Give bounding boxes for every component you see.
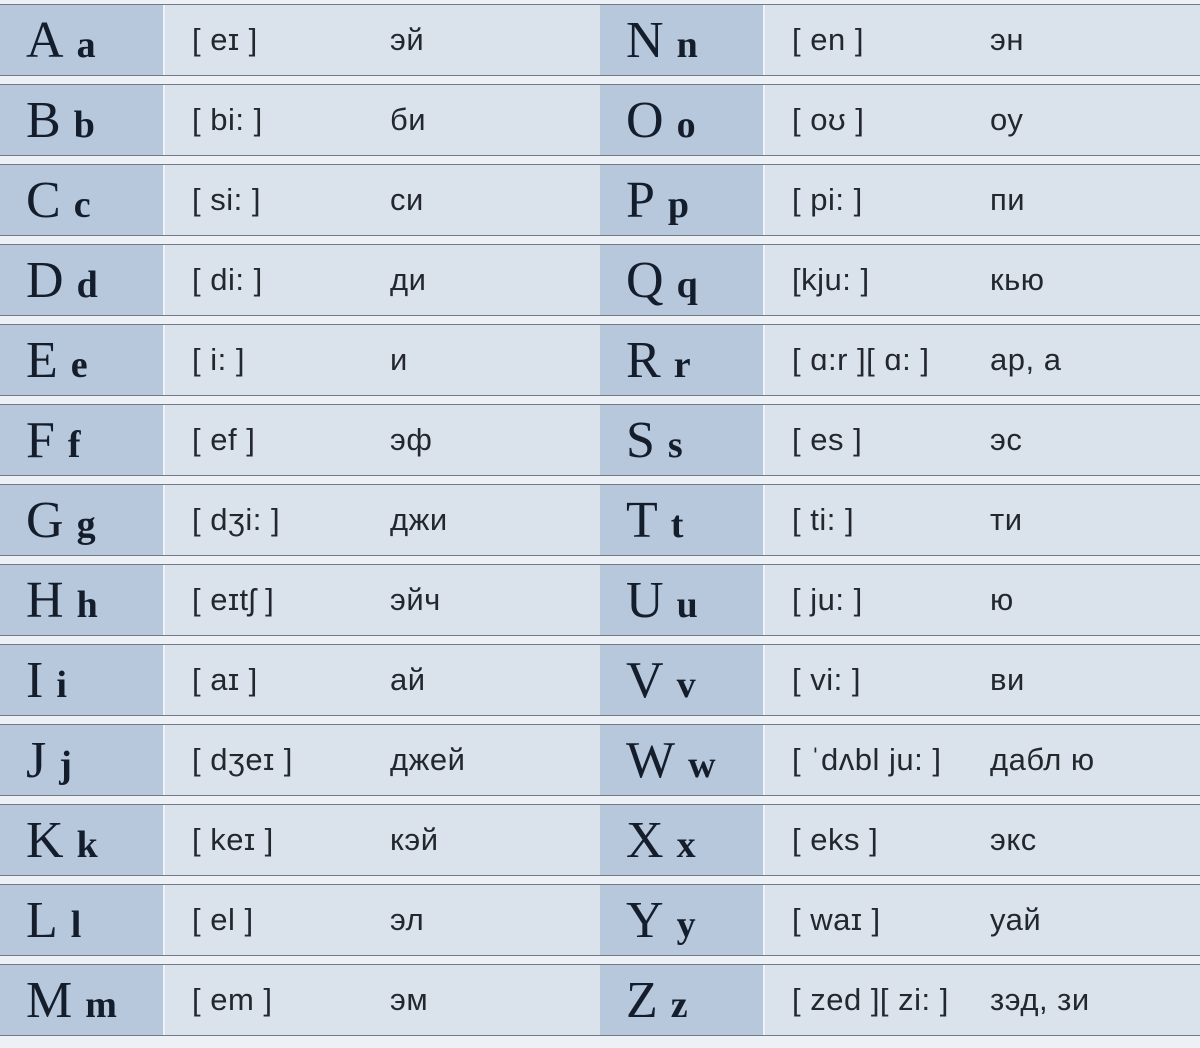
row-cells <box>600 324 1200 396</box>
transcription-text: [ ef ] <box>192 422 256 457</box>
lowercase-letter: t <box>670 504 684 546</box>
alphabet-row-o <box>600 80 1200 160</box>
pronunciation-text: ар, а <box>990 342 1062 377</box>
letter-cell <box>0 245 163 315</box>
lowercase-letter: u <box>676 584 698 626</box>
lowercase-letter: l <box>70 904 82 946</box>
transcription-cell <box>763 725 990 795</box>
row-cells <box>600 644 1200 716</box>
uppercase-letter: Z <box>626 972 658 1029</box>
alphabet-row-d <box>0 240 600 320</box>
pronunciation-cell <box>990 165 1200 235</box>
pronunciation-text: ай <box>390 662 426 697</box>
letter-cell <box>600 885 763 955</box>
pronunciation-cell <box>990 325 1200 395</box>
letter-cell <box>600 805 763 875</box>
pronunciation-text: кью <box>990 262 1045 297</box>
transcription-cell <box>163 245 390 315</box>
row-cells <box>600 4 1200 76</box>
pronunciation-cell <box>390 485 600 555</box>
uppercase-letter: I <box>26 652 44 709</box>
alphabet-row-t <box>600 480 1200 560</box>
pronunciation-text: кэй <box>390 822 439 857</box>
transcription-text: [kju: ] <box>792 262 870 297</box>
uppercase-letter: O <box>626 92 664 149</box>
transcription-cell <box>163 85 390 155</box>
pronunciation-cell <box>390 85 600 155</box>
pronunciation-cell <box>390 165 600 235</box>
pronunciation-cell <box>990 565 1200 635</box>
alphabet-row-r <box>600 320 1200 400</box>
alphabet-row-z <box>600 960 1200 1040</box>
alphabet-row-c <box>0 160 600 240</box>
row-cells <box>0 884 600 956</box>
alphabet-column-right <box>600 0 1200 1040</box>
letter-cell <box>0 485 163 555</box>
transcription-text: [ i: ] <box>192 342 245 377</box>
row-cells <box>0 804 600 876</box>
pronunciation-text: эйч <box>390 582 441 617</box>
transcription-cell <box>163 5 390 75</box>
transcription-text: [ aɪ ] <box>192 662 258 697</box>
transcription-cell <box>763 165 990 235</box>
transcription-cell <box>763 885 990 955</box>
pronunciation-text: джи <box>390 502 448 537</box>
transcription-text: [ bi: ] <box>192 102 263 137</box>
letter-cell <box>0 85 163 155</box>
row-cells <box>0 324 600 396</box>
letter-cell <box>0 645 163 715</box>
lowercase-letter: k <box>76 824 98 866</box>
transcription-cell <box>763 645 990 715</box>
pronunciation-text: пи <box>990 182 1026 217</box>
letter-cell <box>600 5 763 75</box>
uppercase-letter: B <box>26 92 61 149</box>
letter-cell <box>600 965 763 1035</box>
pronunciation-cell <box>390 965 600 1035</box>
transcription-cell <box>763 805 990 875</box>
lowercase-letter: h <box>76 584 98 626</box>
alphabet-row-x <box>600 800 1200 880</box>
pronunciation-cell <box>990 805 1200 875</box>
letter-cell <box>0 965 163 1035</box>
transcription-cell <box>763 965 990 1035</box>
transcription-text: [ keɪ ] <box>192 822 274 857</box>
transcription-cell <box>763 405 990 475</box>
pronunciation-text: ви <box>990 662 1025 697</box>
lowercase-letter: e <box>70 344 88 386</box>
letter-cell <box>600 245 763 315</box>
uppercase-letter: E <box>26 332 58 389</box>
alphabet-column-left <box>0 0 600 1040</box>
pronunciation-cell <box>390 725 600 795</box>
transcription-cell <box>763 245 990 315</box>
alphabet-row-a <box>0 0 600 80</box>
pronunciation-text: джей <box>390 742 466 777</box>
transcription-text: [ eɪtʃ ] <box>192 582 275 617</box>
transcription-text: [ eɪ ] <box>192 22 258 57</box>
row-cells <box>0 244 600 316</box>
uppercase-letter: P <box>626 172 655 229</box>
lowercase-letter: m <box>85 984 117 1026</box>
pronunciation-text: эф <box>390 422 433 457</box>
lowercase-letter: o <box>676 104 696 146</box>
transcription-text: [ zed ][ zi: ] <box>792 982 949 1017</box>
pronunciation-text: эс <box>990 422 1023 457</box>
uppercase-letter: K <box>26 812 64 869</box>
transcription-text: [ pi: ] <box>792 182 863 217</box>
row-cells <box>0 484 600 556</box>
row-cells <box>600 964 1200 1036</box>
transcription-cell <box>163 805 390 875</box>
uppercase-letter: W <box>626 732 676 789</box>
pronunciation-cell <box>390 405 600 475</box>
pronunciation-cell <box>990 725 1200 795</box>
row-cells <box>600 564 1200 636</box>
transcription-text: [ ti: ] <box>792 502 855 537</box>
uppercase-letter: Q <box>626 252 664 309</box>
transcription-cell <box>163 885 390 955</box>
transcription-text: [ eks ] <box>792 822 879 857</box>
transcription-text: [ em ] <box>192 982 273 1017</box>
alphabet-row-k <box>0 800 600 880</box>
pronunciation-cell <box>390 565 600 635</box>
pronunciation-cell <box>390 325 600 395</box>
lowercase-letter: f <box>67 424 81 466</box>
transcription-text: [ vi: ] <box>792 662 861 697</box>
transcription-text: [ di: ] <box>192 262 263 297</box>
pronunciation-cell <box>990 965 1200 1035</box>
lowercase-letter: x <box>676 824 696 866</box>
transcription-cell <box>163 565 390 635</box>
uppercase-letter: M <box>26 972 73 1029</box>
transcription-text: [ ˈdʌbl ju: ] <box>792 742 942 777</box>
transcription-text: [ dʒi: ] <box>192 502 281 537</box>
uppercase-letter: C <box>26 172 61 229</box>
uppercase-letter: G <box>26 492 64 549</box>
row-cells <box>600 404 1200 476</box>
pronunciation-cell <box>390 5 600 75</box>
alphabet-row-f <box>0 400 600 480</box>
lowercase-letter: b <box>73 104 95 146</box>
lowercase-letter: c <box>73 184 91 226</box>
letter-cell <box>600 405 763 475</box>
letter-cell <box>600 645 763 715</box>
pronunciation-cell <box>990 885 1200 955</box>
alphabet-row-q <box>600 240 1200 320</box>
pronunciation-cell <box>990 85 1200 155</box>
row-cells <box>600 884 1200 956</box>
row-cells <box>0 404 600 476</box>
transcription-cell <box>163 405 390 475</box>
alphabet-row-e <box>0 320 600 400</box>
pronunciation-cell <box>390 805 600 875</box>
pronunciation-text: эл <box>390 902 425 937</box>
transcription-cell <box>163 965 390 1035</box>
transcription-cell <box>763 85 990 155</box>
transcription-text: [ ɑ:r ][ ɑ: ] <box>792 342 930 377</box>
alphabet-row-v <box>600 640 1200 720</box>
lowercase-letter: d <box>76 264 98 306</box>
uppercase-letter: U <box>626 572 664 629</box>
row-cells <box>600 244 1200 316</box>
pronunciation-text: эн <box>990 22 1024 57</box>
transcription-text: [ waɪ ] <box>792 902 881 937</box>
pronunciation-cell <box>390 645 600 715</box>
transcription-cell <box>163 165 390 235</box>
transcription-cell <box>163 645 390 715</box>
lowercase-letter: i <box>56 664 67 706</box>
alphabet-row-u <box>600 560 1200 640</box>
row-cells <box>600 84 1200 156</box>
row-cells <box>600 484 1200 556</box>
lowercase-letter: q <box>676 264 698 306</box>
uppercase-letter: T <box>626 492 658 549</box>
uppercase-letter: R <box>626 332 661 389</box>
transcription-cell <box>763 325 990 395</box>
letter-cell <box>600 325 763 395</box>
row-cells <box>600 804 1200 876</box>
row-cells <box>0 724 600 796</box>
lowercase-letter: g <box>76 504 96 546</box>
pronunciation-text: уай <box>990 902 1042 937</box>
lowercase-letter: y <box>676 904 696 946</box>
transcription-cell <box>163 725 390 795</box>
pronunciation-cell <box>990 405 1200 475</box>
transcription-cell <box>763 5 990 75</box>
row-cells <box>0 4 600 76</box>
letter-cell <box>0 565 163 635</box>
pronunciation-cell <box>390 885 600 955</box>
alphabet-row-g <box>0 480 600 560</box>
letter-cell <box>600 725 763 795</box>
uppercase-letter: L <box>26 892 58 949</box>
row-cells <box>0 964 600 1036</box>
letter-cell <box>600 485 763 555</box>
transcription-text: [ si: ] <box>192 182 261 217</box>
alphabet-row-i <box>0 640 600 720</box>
lowercase-letter: v <box>676 664 696 706</box>
pronunciation-text: си <box>390 182 424 217</box>
letter-cell <box>600 85 763 155</box>
transcription-text: [ ju: ] <box>792 582 863 617</box>
letter-cell <box>0 805 163 875</box>
pronunciation-text: и <box>390 342 408 377</box>
pronunciation-text: ти <box>990 502 1023 537</box>
letter-cell <box>600 165 763 235</box>
uppercase-letter: X <box>626 812 664 869</box>
letter-cell <box>0 405 163 475</box>
alphabet-row-s <box>600 400 1200 480</box>
pronunciation-text: оу <box>990 102 1024 137</box>
alphabet-row-l <box>0 880 600 960</box>
alphabet-row-n <box>600 0 1200 80</box>
uppercase-letter: A <box>26 12 64 69</box>
uppercase-letter: N <box>626 12 664 69</box>
pronunciation-text: экс <box>990 822 1037 857</box>
pronunciation-text: эй <box>390 22 425 57</box>
alphabet-row-m <box>0 960 600 1040</box>
letter-cell <box>0 5 163 75</box>
lowercase-letter: s <box>667 424 683 466</box>
transcription-text: [ es ] <box>792 422 863 457</box>
uppercase-letter: D <box>26 252 64 309</box>
pronunciation-text: би <box>390 102 427 137</box>
row-cells <box>0 164 600 236</box>
uppercase-letter: F <box>26 412 55 469</box>
transcription-text: [ en ] <box>792 22 864 57</box>
lowercase-letter: z <box>670 984 688 1026</box>
transcription-cell <box>163 325 390 395</box>
letter-cell <box>0 165 163 235</box>
pronunciation-cell <box>990 485 1200 555</box>
lowercase-letter: n <box>676 24 698 66</box>
uppercase-letter: Y <box>626 892 664 949</box>
uppercase-letter: S <box>626 412 655 469</box>
row-cells <box>600 724 1200 796</box>
row-cells <box>600 164 1200 236</box>
letter-cell <box>0 725 163 795</box>
lowercase-letter: w <box>688 744 716 786</box>
transcription-text: [ oʊ ] <box>792 102 865 137</box>
alphabet-row-b <box>0 80 600 160</box>
letter-cell <box>0 325 163 395</box>
uppercase-letter: V <box>626 652 664 709</box>
pronunciation-text: эм <box>390 982 429 1017</box>
pronunciation-cell <box>990 5 1200 75</box>
pronunciation-text: ю <box>990 582 1014 617</box>
letter-cell <box>0 885 163 955</box>
lowercase-letter: r <box>673 344 691 386</box>
pronunciation-cell <box>990 645 1200 715</box>
row-cells <box>0 644 600 716</box>
alphabet-row-h <box>0 560 600 640</box>
lowercase-letter: j <box>59 744 72 786</box>
letter-cell <box>600 565 763 635</box>
transcription-text: [ dʒeɪ ] <box>192 742 293 777</box>
pronunciation-text: ди <box>390 262 427 297</box>
transcription-cell <box>163 485 390 555</box>
lowercase-letter: p <box>667 184 690 226</box>
alphabet-row-y <box>600 880 1200 960</box>
row-cells <box>0 84 600 156</box>
pronunciation-cell <box>390 245 600 315</box>
alphabet-row-w <box>600 720 1200 800</box>
uppercase-letter: H <box>26 572 64 629</box>
pronunciation-text: зэд, зи <box>990 982 1090 1017</box>
alphabet-row-p <box>600 160 1200 240</box>
transcription-cell <box>763 565 990 635</box>
transcription-cell <box>763 485 990 555</box>
alphabet-row-j <box>0 720 600 800</box>
lowercase-letter: a <box>76 24 96 66</box>
row-cells <box>0 564 600 636</box>
uppercase-letter: J <box>26 732 47 789</box>
pronunciation-cell <box>990 245 1200 315</box>
transcription-text: [ el ] <box>192 902 254 937</box>
pronunciation-text: дабл ю <box>990 742 1095 777</box>
